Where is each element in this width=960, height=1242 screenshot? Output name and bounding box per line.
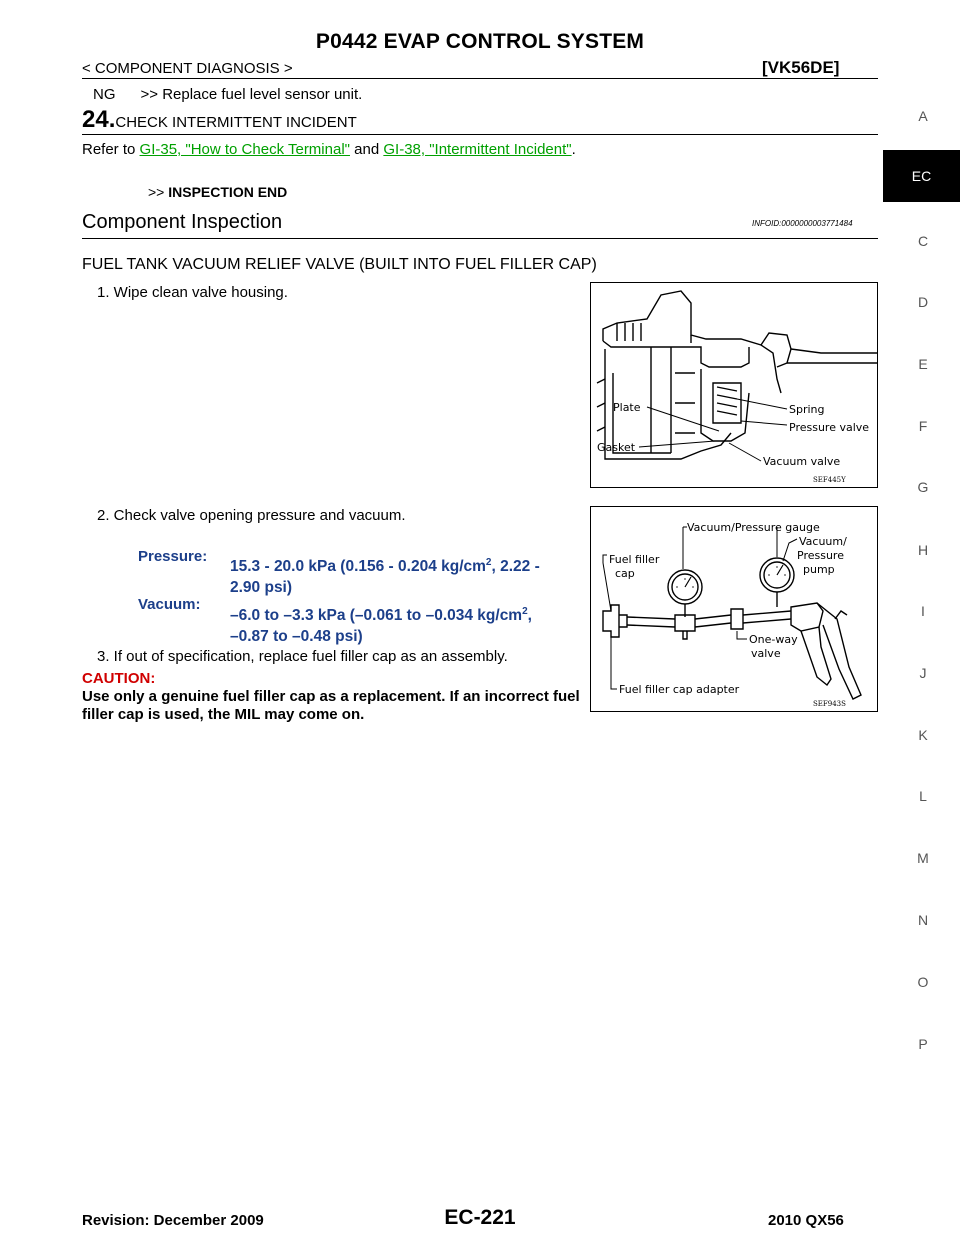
- header-rule: [82, 78, 878, 79]
- label-pump: pump: [803, 563, 835, 576]
- step-1: 1. Wipe clean valve housing.: [97, 284, 288, 301]
- label-vacuum-pressure-gauge: Vacuum/Pressure gauge: [687, 521, 820, 534]
- side-tab-d[interactable]: D: [917, 294, 929, 310]
- refer-line: [82, 141, 576, 158]
- side-tab-h[interactable]: H: [917, 542, 929, 558]
- vacuum-value: [230, 601, 532, 647]
- caution-heading: CAUTION:: [82, 670, 156, 687]
- link-intermittent-incident[interactable]: GI-38, "Intermittent Incident": [383, 141, 572, 158]
- side-tab-k[interactable]: K: [918, 727, 928, 743]
- label-spring: Spring: [789, 403, 825, 416]
- figure1-code: SEF445Y: [813, 476, 846, 484]
- step-heading: [82, 106, 357, 134]
- label-pressure-valve: Pressure valve: [789, 421, 870, 434]
- filler-cap-section-drawing: [591, 283, 877, 487]
- pressure-sup: 2: [485, 557, 492, 568]
- figure2-code: SEF943S: [813, 700, 846, 708]
- side-tab-n[interactable]: N: [917, 912, 929, 928]
- label-fuel-filler: Fuel filler: [609, 553, 660, 566]
- label-gasket: Gasket: [597, 441, 636, 454]
- side-tab-p[interactable]: P: [918, 1036, 928, 1052]
- section-label: < COMPONENT DIAGNOSIS >: [82, 60, 293, 77]
- side-tab-j[interactable]: J: [919, 665, 927, 681]
- caution-text: Use only a genuine fuel filler cap as a replacement. If an incorrect fuel filler cap is used, the MIL may come on.: [82, 688, 580, 723]
- figure-filler-cap-section: [590, 282, 878, 488]
- step-2: 2. Check valve opening pressure and vacuum.: [97, 507, 406, 524]
- inspection-end-prefix: >>: [148, 184, 169, 200]
- step-3: 3. If out of specification, replace fuel filler cap as an assembly.: [97, 648, 508, 665]
- side-tab-g[interactable]: G: [917, 479, 929, 495]
- label-valve: valve: [751, 647, 781, 660]
- side-tab-i[interactable]: I: [921, 603, 925, 619]
- step-rule: [82, 134, 878, 135]
- label-fuel-filler-cap-adapter: Fuel filler cap adapter: [619, 683, 740, 696]
- pressure-value: [230, 552, 540, 598]
- pressure-test-drawing: [591, 507, 877, 711]
- vacuum-sup: 2: [522, 606, 528, 617]
- link-how-to-check-terminal[interactable]: GI-35, "How to Check Terminal": [139, 141, 350, 158]
- component-inspection-title: Component Inspection: [82, 211, 283, 233]
- info-id: INFOID:0000000003771484: [752, 219, 853, 228]
- vacuum-label: Vacuum:: [138, 596, 201, 613]
- model-label: [VK56DE]: [762, 58, 840, 77]
- label-pressure: Pressure: [797, 549, 844, 562]
- side-tab-o[interactable]: O: [917, 974, 929, 990]
- pressure-label: Pressure:: [138, 548, 208, 565]
- footer-year-model: 2010 QX56: [768, 1212, 844, 1229]
- refer-suffix: .: [571, 141, 576, 158]
- label-vacuum: Vacuum/: [799, 535, 847, 548]
- pressure-line1: 15.3 - 20.0 kPa (0.156 - 0.204 kg/cm: [230, 558, 486, 576]
- inspection-end: [148, 184, 287, 200]
- side-tab-a[interactable]: A: [918, 108, 928, 124]
- vacuum-line1-end: ,: [527, 607, 532, 625]
- label-one-way: One-way: [749, 633, 798, 646]
- vacuum-line1: –6.0 to –3.3 kPa (–0.061 to –0.034 kg/cm: [230, 607, 523, 625]
- side-tab-e[interactable]: E: [918, 356, 928, 372]
- side-tab-l[interactable]: L: [919, 788, 927, 804]
- pressure-line2: 2.90 psi): [230, 579, 293, 597]
- refer-middle: and: [349, 141, 384, 158]
- refer-prefix: Refer to: [82, 141, 140, 158]
- step-title: CHECK INTERMITTENT INCIDENT: [115, 114, 357, 131]
- side-tab-m[interactable]: M: [917, 850, 929, 866]
- footer-page-number: EC-221: [444, 1206, 516, 1229]
- component-rule: [82, 238, 878, 239]
- inspection-end-text: INSPECTION END: [168, 184, 288, 200]
- pressure-line1-end: , 2.22 -: [491, 558, 540, 576]
- page-title: P0442 EVAP CONTROL SYSTEM: [315, 30, 645, 53]
- label-cap: cap: [615, 567, 635, 580]
- ng-result-line: NG >> Replace fuel level sensor unit.: [93, 86, 363, 103]
- side-tab-c[interactable]: C: [917, 233, 929, 249]
- side-tab-f[interactable]: F: [918, 418, 928, 434]
- footer-revision: Revision: December 2009: [82, 1212, 264, 1229]
- side-tab-ec-active[interactable]: EC: [883, 150, 960, 202]
- vacuum-line2: –0.87 to –0.48 psi): [230, 628, 363, 646]
- valve-title: FUEL TANK VACUUM RELIEF VALVE (BUILT INTO FUEL FILLER CAP): [82, 256, 597, 273]
- label-plate: Plate: [613, 401, 641, 414]
- step-number: 24.: [82, 106, 116, 133]
- label-vacuum-valve: Vacuum valve: [763, 455, 841, 468]
- figure-pressure-test-setup: [590, 506, 878, 712]
